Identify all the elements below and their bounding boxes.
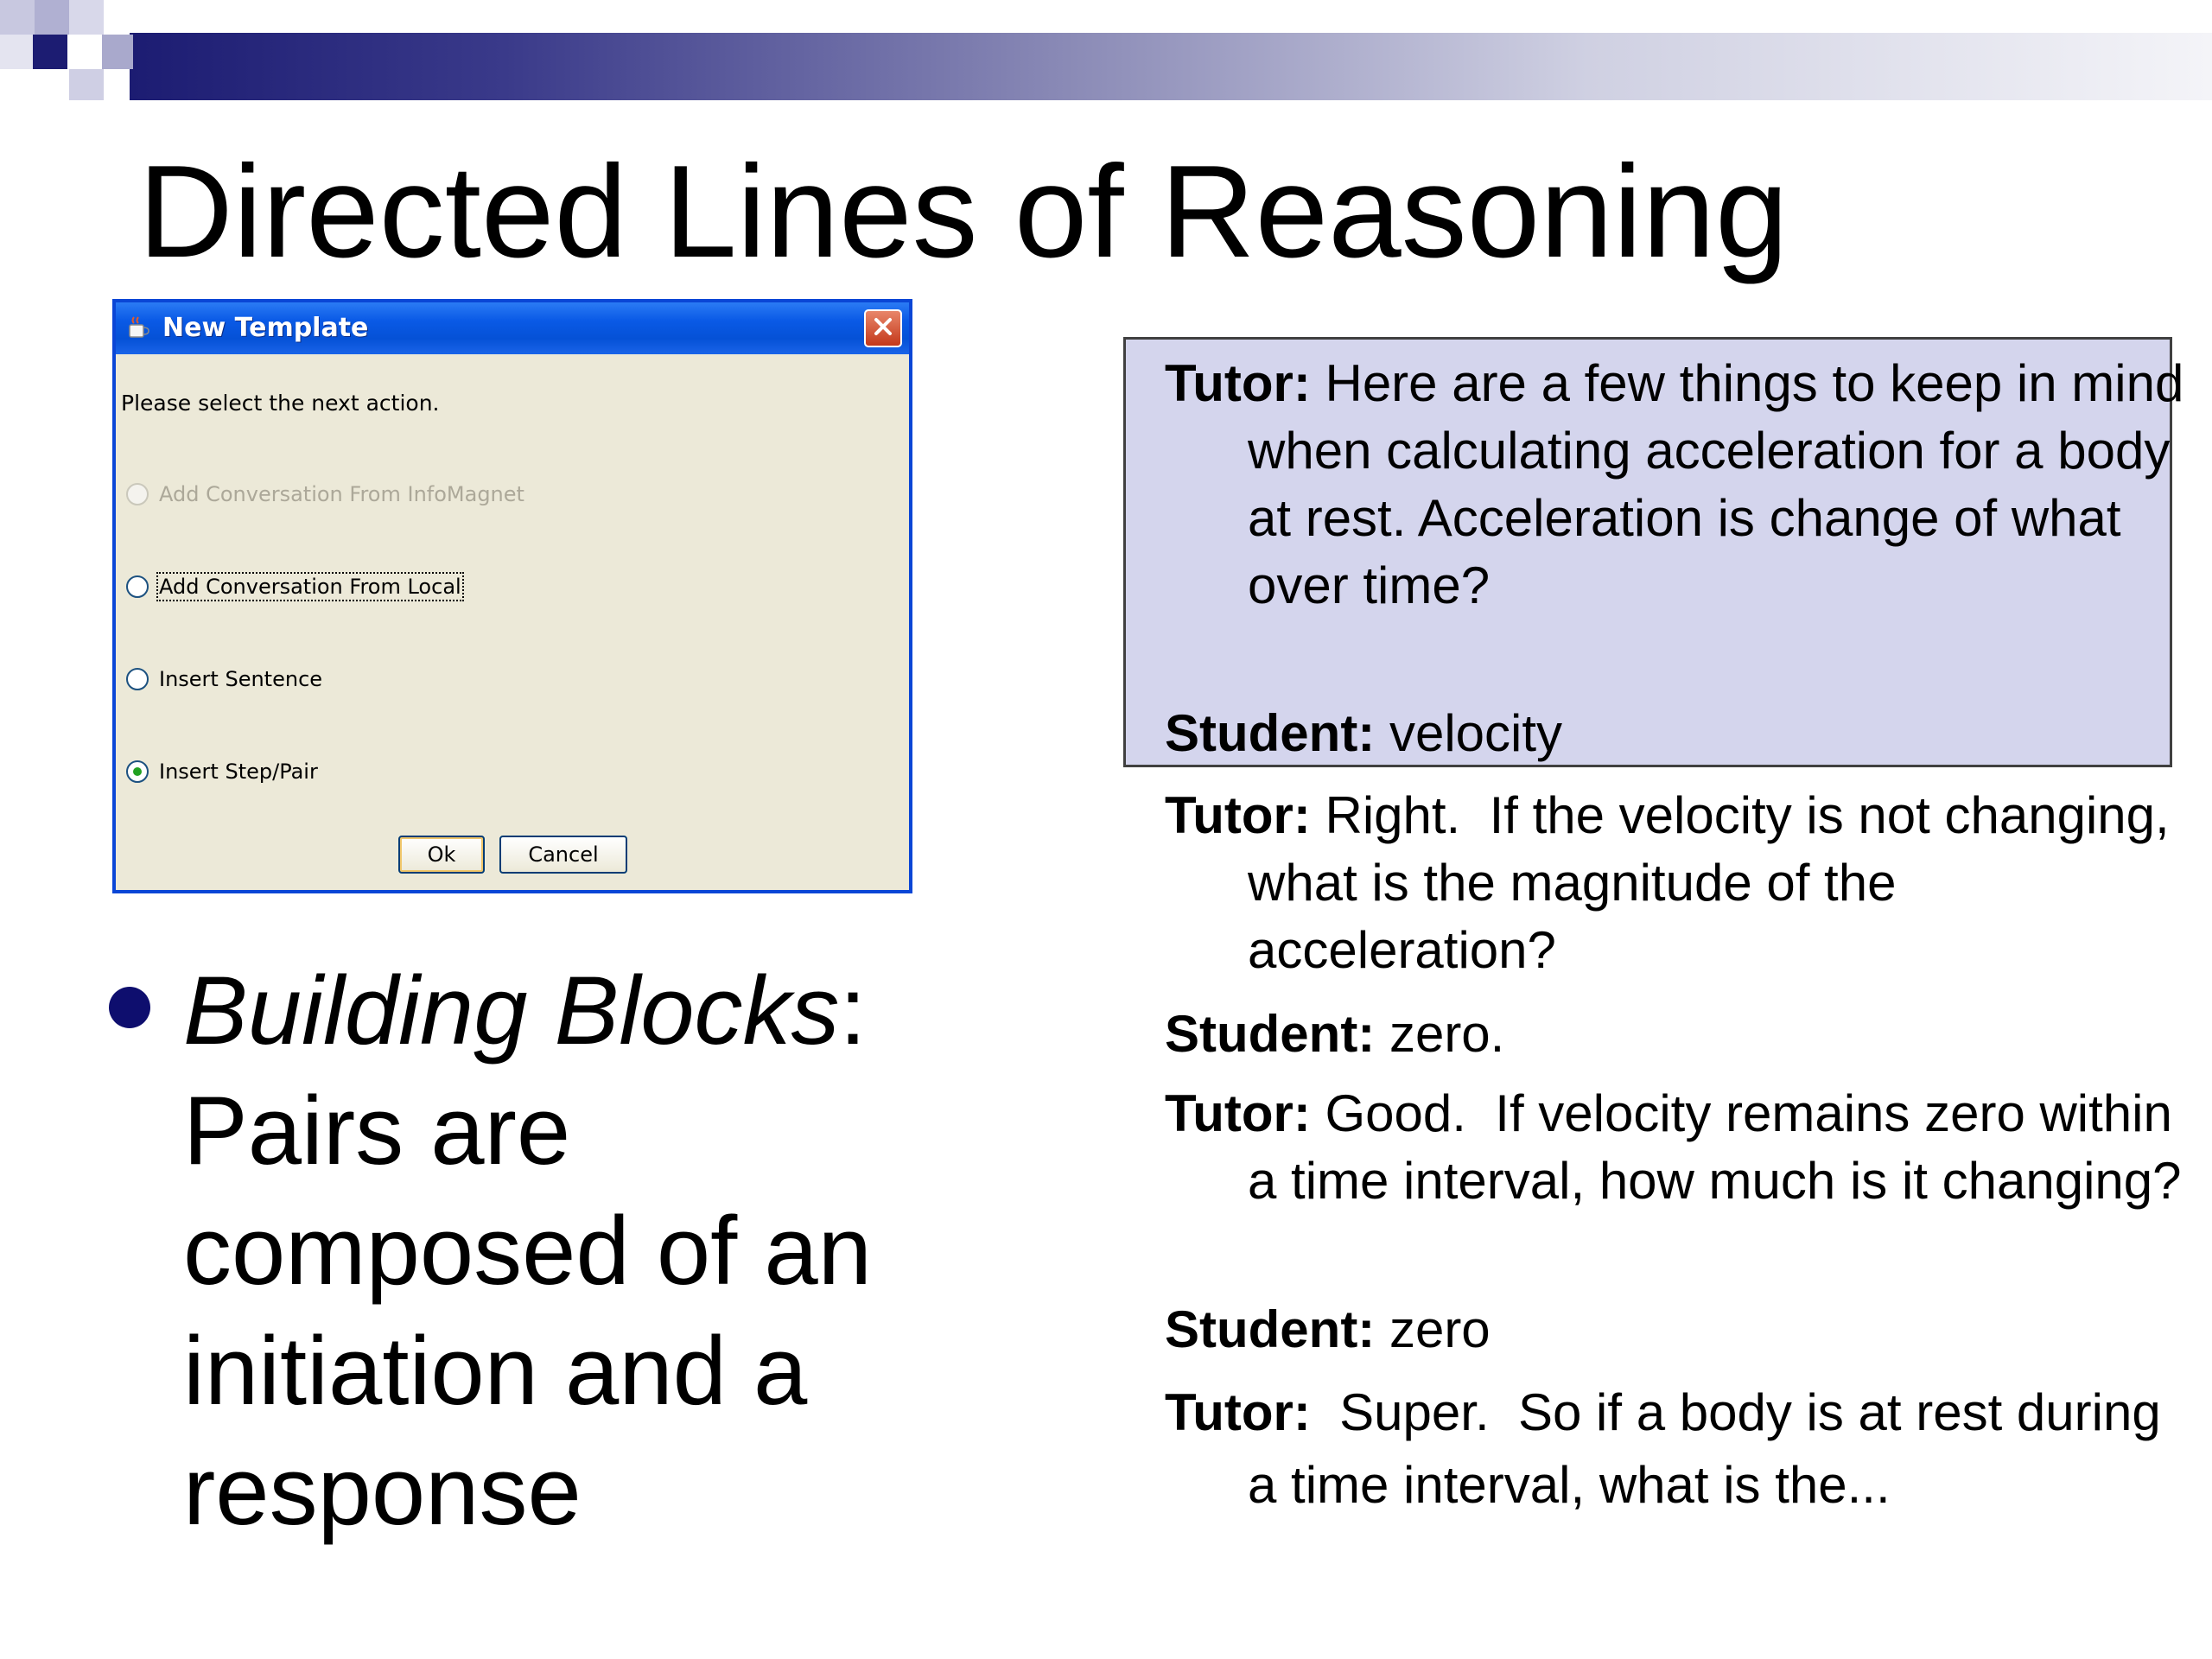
header-gradient-band (130, 33, 2212, 100)
decor-square (130, 69, 132, 100)
dialogue-turn-tutor (1165, 1080, 2187, 1215)
turn-text: velocity (1389, 704, 1563, 762)
decor-square (35, 0, 69, 35)
bullet-icon (109, 987, 150, 1028)
dialogue-turn-student (1165, 1001, 2184, 1068)
speaker-label: Tutor: (1165, 786, 1311, 844)
turn-text: zero (1389, 1300, 1491, 1358)
bullet-colon: : (839, 957, 867, 1065)
decor-square (102, 35, 133, 69)
speaker-label: Tutor: (1165, 1383, 1311, 1441)
speaker-label: Tutor: (1165, 354, 1311, 412)
decor-square (69, 69, 104, 100)
radio-label: Insert Sentence (159, 667, 323, 691)
radio-label: Insert Step/Pair (159, 760, 318, 784)
dialogue-turn-student (1165, 1296, 2184, 1363)
turn-text: zero. (1389, 1005, 1505, 1063)
decor-square (33, 35, 67, 69)
decor-square (0, 0, 35, 35)
close-icon (873, 316, 893, 341)
speaker-label: Student: (1165, 1300, 1376, 1358)
new-template-dialog (112, 299, 912, 893)
bullet-term: Building Blocks (183, 957, 840, 1065)
decor-square (69, 0, 104, 35)
slide-title: Directed Lines of Reasoning (138, 138, 1789, 285)
bullet-body: Pairs are composed of an initiation and a response (183, 1077, 872, 1545)
speaker-label: Tutor: (1165, 1084, 1311, 1142)
radio-button-selected[interactable] (126, 760, 149, 783)
radio-insert-sentence[interactable] (126, 667, 322, 691)
dialog-prompt: Please select the next action. (121, 391, 440, 416)
speaker-label: Student: (1165, 704, 1376, 762)
dialog-titlebar (116, 302, 909, 354)
java-cup-icon (126, 315, 152, 340)
radio-label: Add Conversation From InfoMagnet (159, 482, 524, 506)
radio-insert-step-pair[interactable] (126, 760, 318, 784)
bullet-text (183, 950, 944, 1551)
dialog-title: New Template (162, 313, 369, 343)
dialogue-turn-tutor (1165, 350, 2184, 620)
turn-text: Right. If the velocity is not changing, what is the magnitude of the acceleration? (1248, 786, 2184, 979)
dialogue-turn-student (1165, 700, 2184, 767)
close-button[interactable] (864, 309, 902, 347)
radio-add-from-local[interactable] (126, 575, 461, 599)
turn-text: Here are a few things to keep in mind when calculating acceleration for a body at rest. Acceleration is change of what over time? (1248, 354, 2184, 614)
dialogue-turn-tutor (1165, 782, 2184, 984)
radio-button[interactable] (126, 483, 149, 505)
turn-text: Good. If velocity remains zero within a time interval, how much is it changing? (1248, 1084, 2187, 1210)
speaker-label: Student: (1165, 1005, 1376, 1063)
cancel-button[interactable]: Cancel (499, 836, 627, 874)
dialogue-turn-tutor (1165, 1376, 2184, 1522)
radio-add-from-infomagnet[interactable] (126, 482, 524, 506)
radio-button[interactable] (126, 668, 149, 690)
ok-button[interactable]: Ok (398, 836, 485, 874)
radio-label: Add Conversation From Local (159, 575, 461, 599)
turn-text: Super. So if a body is at rest during a time interval, what is the... (1248, 1383, 2176, 1514)
radio-button[interactable] (126, 575, 149, 598)
decor-square (0, 35, 35, 69)
